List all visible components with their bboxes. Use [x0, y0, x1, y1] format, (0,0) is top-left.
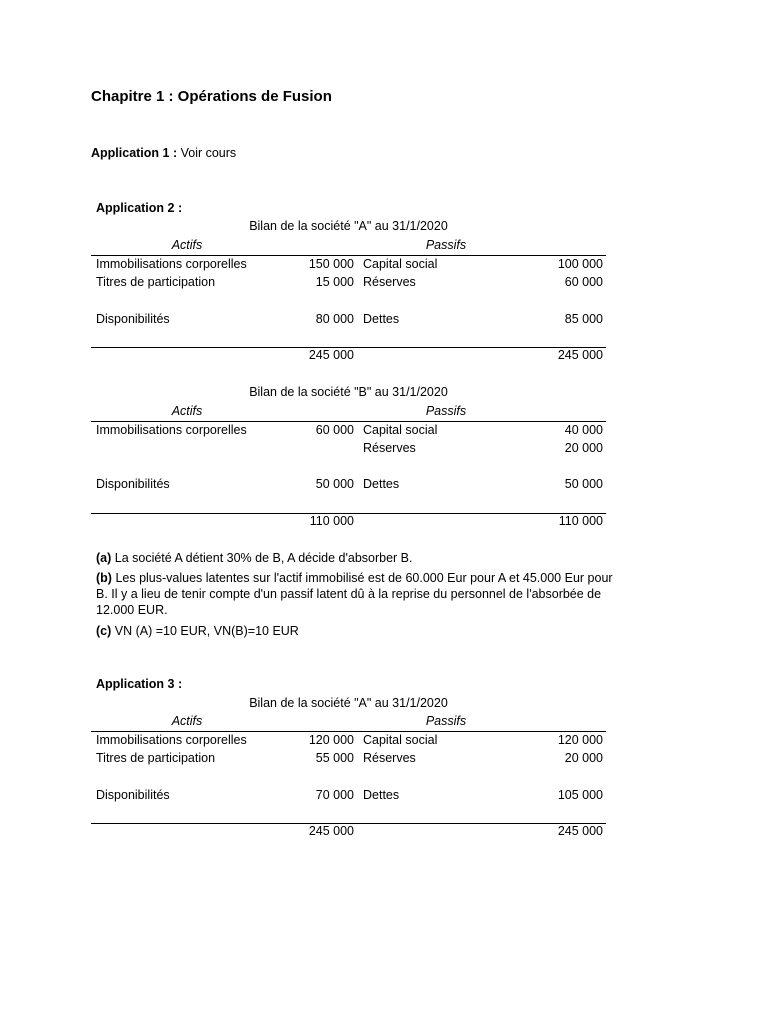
passif-label: Dettes — [363, 477, 400, 491]
note-tag: (b) — [96, 571, 112, 585]
total-actifs: 245 000 — [308, 348, 354, 362]
actif-label: Titres de participation — [96, 275, 216, 289]
passif-value: 50 000 — [564, 477, 603, 491]
actif-value: 50 000 — [315, 477, 354, 491]
passif-label: Dettes — [363, 312, 400, 326]
actif-label: Disponibilités — [96, 312, 170, 326]
total-actifs: 110 000 — [309, 514, 354, 528]
bilan-caption: Bilan de la société "A" au 31/1/2020 — [249, 219, 448, 233]
passif-label: Capital social — [363, 423, 438, 437]
total-passifs: 245 000 — [557, 348, 603, 362]
header-passifs: Passifs — [425, 404, 467, 418]
bilan-caption: Bilan de la société "A" au 31/1/2020 — [249, 696, 448, 710]
application-1-label: Application 1 : — [91, 146, 178, 160]
actif-value: 60 000 — [315, 423, 354, 437]
actif-value: 150 000 — [308, 257, 354, 271]
note-text: Les plus-values latentes sur l'actif immobilisé est de 60.000 Eur pour A et 45.000 Eur pour B. Il y a lieu de tenir compte d'un passif latent dû à la reprise du personnel de l'absorbée de 12.000 EUR. — [96, 571, 613, 617]
passif-label: Réserves — [363, 441, 416, 455]
passif-value: 20 000 — [564, 441, 603, 455]
actif-label: Titres de participation — [96, 751, 216, 765]
actif-value: 80 000 — [315, 312, 354, 326]
actif-label: Immobilisations corporelles — [96, 423, 247, 437]
application-3-label: Application 3 : — [96, 677, 183, 691]
header-passifs: Passifs — [425, 714, 467, 728]
actif-value: 15 000 — [315, 275, 354, 289]
actif-label: Immobilisations corporelles — [96, 733, 247, 747]
passif-value: 40 000 — [564, 423, 603, 437]
passif-value: 105 000 — [557, 788, 603, 802]
passif-label: Capital social — [363, 733, 438, 747]
table-header-rule — [91, 731, 606, 732]
passif-label: Capital social — [363, 257, 438, 271]
note-b — [96, 570, 616, 618]
passif-value: 85 000 — [564, 312, 603, 326]
total-actifs: 245 000 — [308, 824, 354, 838]
passif-value: 20 000 — [564, 751, 603, 765]
passif-value: 120 000 — [557, 733, 603, 747]
application-2-label: Application 2 : — [96, 201, 183, 215]
passif-label: Réserves — [363, 751, 416, 765]
actif-label: Immobilisations corporelles — [96, 257, 247, 271]
table-header-rule — [91, 421, 606, 422]
header-actifs: Actifs — [171, 238, 203, 252]
passif-label: Réserves — [363, 275, 416, 289]
note-tag: (c) — [96, 624, 112, 638]
table-header-rule — [91, 255, 606, 256]
total-passifs: 245 000 — [557, 824, 603, 838]
actif-label: Disponibilités — [96, 477, 170, 491]
passif-value: 60 000 — [564, 275, 603, 289]
note-a — [96, 550, 616, 566]
application-1-text: Voir cours — [177, 146, 237, 160]
application-1 — [91, 146, 236, 160]
actif-value: 120 000 — [308, 733, 354, 747]
actif-label: Disponibilités — [96, 788, 170, 802]
header-actifs: Actifs — [171, 714, 203, 728]
bilan-caption: Bilan de la société "B" au 31/1/2020 — [249, 385, 448, 399]
header-actifs: Actifs — [171, 404, 203, 418]
header-passifs: Passifs — [425, 238, 467, 252]
note-tag: (a) — [96, 551, 112, 565]
actif-value: 55 000 — [315, 751, 354, 765]
note-c — [96, 623, 616, 639]
total-passifs: 110 000 — [558, 514, 603, 528]
note-text: VN (A) =10 EUR, VN(B)=10 EUR — [111, 624, 299, 638]
passif-label: Dettes — [363, 788, 400, 802]
passif-value: 100 000 — [557, 257, 603, 271]
note-text: La société A détient 30% de B, A décide d'absorber B. — [111, 551, 413, 565]
chapter-title: Chapitre 1 : Opérations de Fusion — [91, 88, 332, 105]
actif-value: 70 000 — [315, 788, 354, 802]
